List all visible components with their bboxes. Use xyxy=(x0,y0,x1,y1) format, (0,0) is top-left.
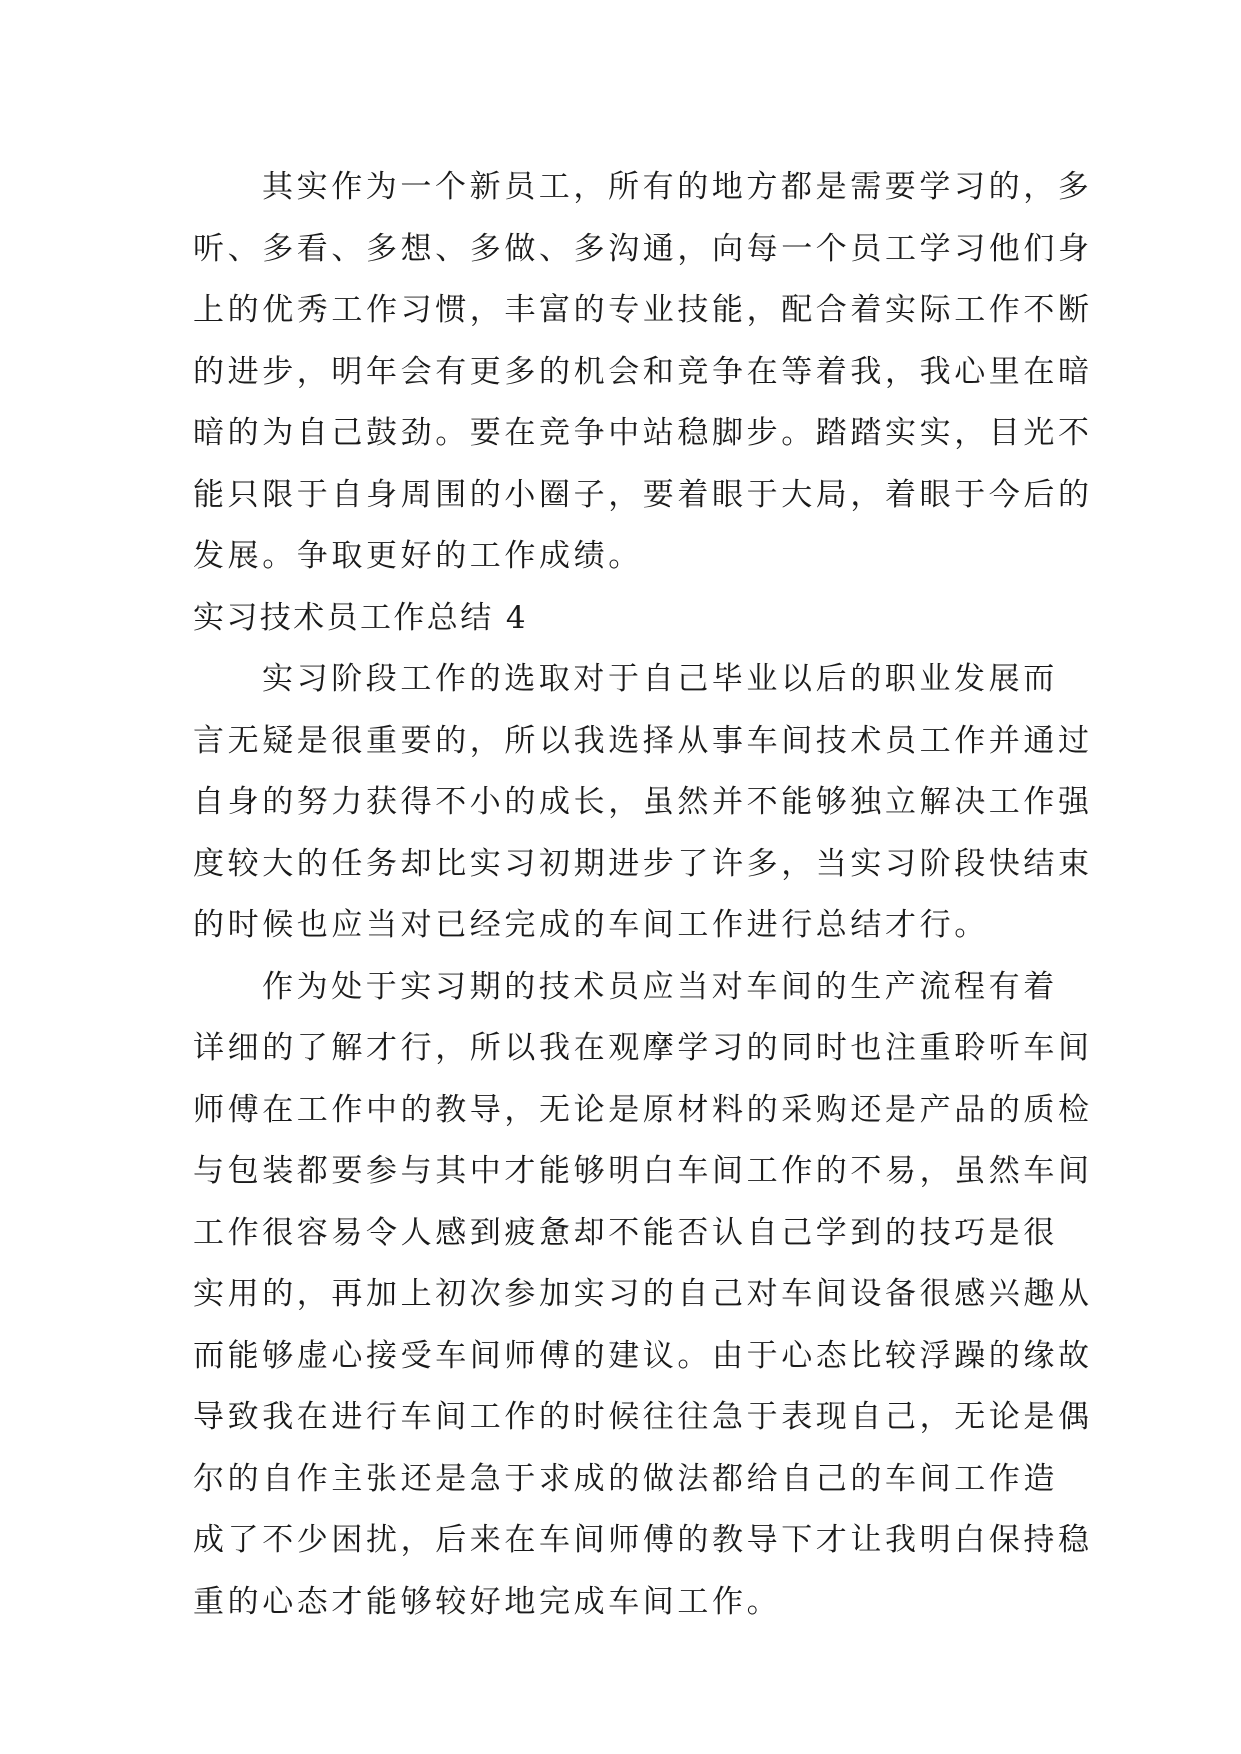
paragraph-line: 自身的努力获得不小的成长，虽然并不能够独立解决工作强 xyxy=(193,784,1093,820)
paragraph-line: 导致我在进行车间工作的时候往往急于表现自己，无论是偶 xyxy=(193,1399,1093,1435)
paragraph-line: 成了不少困扰，后来在车间师傅的教导下才让我明白保持稳 xyxy=(193,1522,1093,1558)
paragraph-line: 的进步，明年会有更多的机会和竞争在等着我，我心里在暗 xyxy=(193,353,1093,390)
paragraph-line: 实习阶段工作的选取对于自己毕业以后的职业发展而 xyxy=(262,661,1058,697)
paragraph-2 xyxy=(193,649,1093,957)
paragraph-line: 详细的了解才行，所以我在观摩学习的同时也注重聆听车间 xyxy=(193,1030,1093,1066)
paragraph-line: 重的心态才能够较好地完成车间工作。 xyxy=(193,1583,782,1620)
paragraph-line: 上的优秀工作习惯，丰富的专业技能，配合着实际工作不断 xyxy=(193,292,1093,328)
paragraph-line: 实用的，再加上初次参加实习的自己对车间设备很感兴趣从 xyxy=(193,1276,1093,1312)
paragraph-line: 能只限于自身周围的小圈子，要着眼于大局，着眼于今后的 xyxy=(193,476,1093,513)
paragraph-line: 的时候也应当对已经完成的车间工作进行总结才行。 xyxy=(193,907,989,943)
section-heading: 实习技术员工作总结 4 xyxy=(193,599,528,636)
paragraph-3 xyxy=(193,957,1093,1634)
paragraph-line: 作为处于实习期的技术员应当对车间的生产流程有着 xyxy=(262,968,1058,1005)
paragraph-line: 师傅在工作中的教导，无论是原材料的采购还是产品的质检 xyxy=(193,1091,1093,1128)
paragraph-line: 其实作为一个新员工，所有的地方都是需要学习的，多 xyxy=(262,169,1093,205)
paragraph-line: 发展。争取更好的工作成绩。 xyxy=(193,538,643,574)
paragraph-line: 度较大的任务却比实习初期进步了许多，当实习阶段快结束 xyxy=(193,845,1093,882)
paragraph-line: 尔的自作主张还是急于求成的做法都给自己的车间工作造 xyxy=(193,1460,1058,1497)
paragraph-line: 听、多看、多想、多做、多沟通，向每一个员工学习他们身 xyxy=(193,230,1093,267)
paragraph-line: 言无疑是很重要的，所以我选择从事车间技术员工作并通过 xyxy=(193,722,1093,759)
paragraph-line: 与包装都要参与其中才能够明白车间工作的不易，虽然车间 xyxy=(193,1153,1093,1189)
paragraph-line: 工作很容易令人感到疲惫却不能否认自己学到的技巧是很 xyxy=(193,1214,1058,1251)
paragraph-line: 暗的为自己鼓劲。要在竞争中站稳脚步。踏踏实实，目光不 xyxy=(193,415,1093,451)
paragraph-1 xyxy=(193,157,1093,588)
paragraph-line: 而能够虚心接受车间师傅的建议。由于心态比较浮躁的缘故 xyxy=(193,1337,1093,1374)
document-body xyxy=(193,157,1093,1633)
